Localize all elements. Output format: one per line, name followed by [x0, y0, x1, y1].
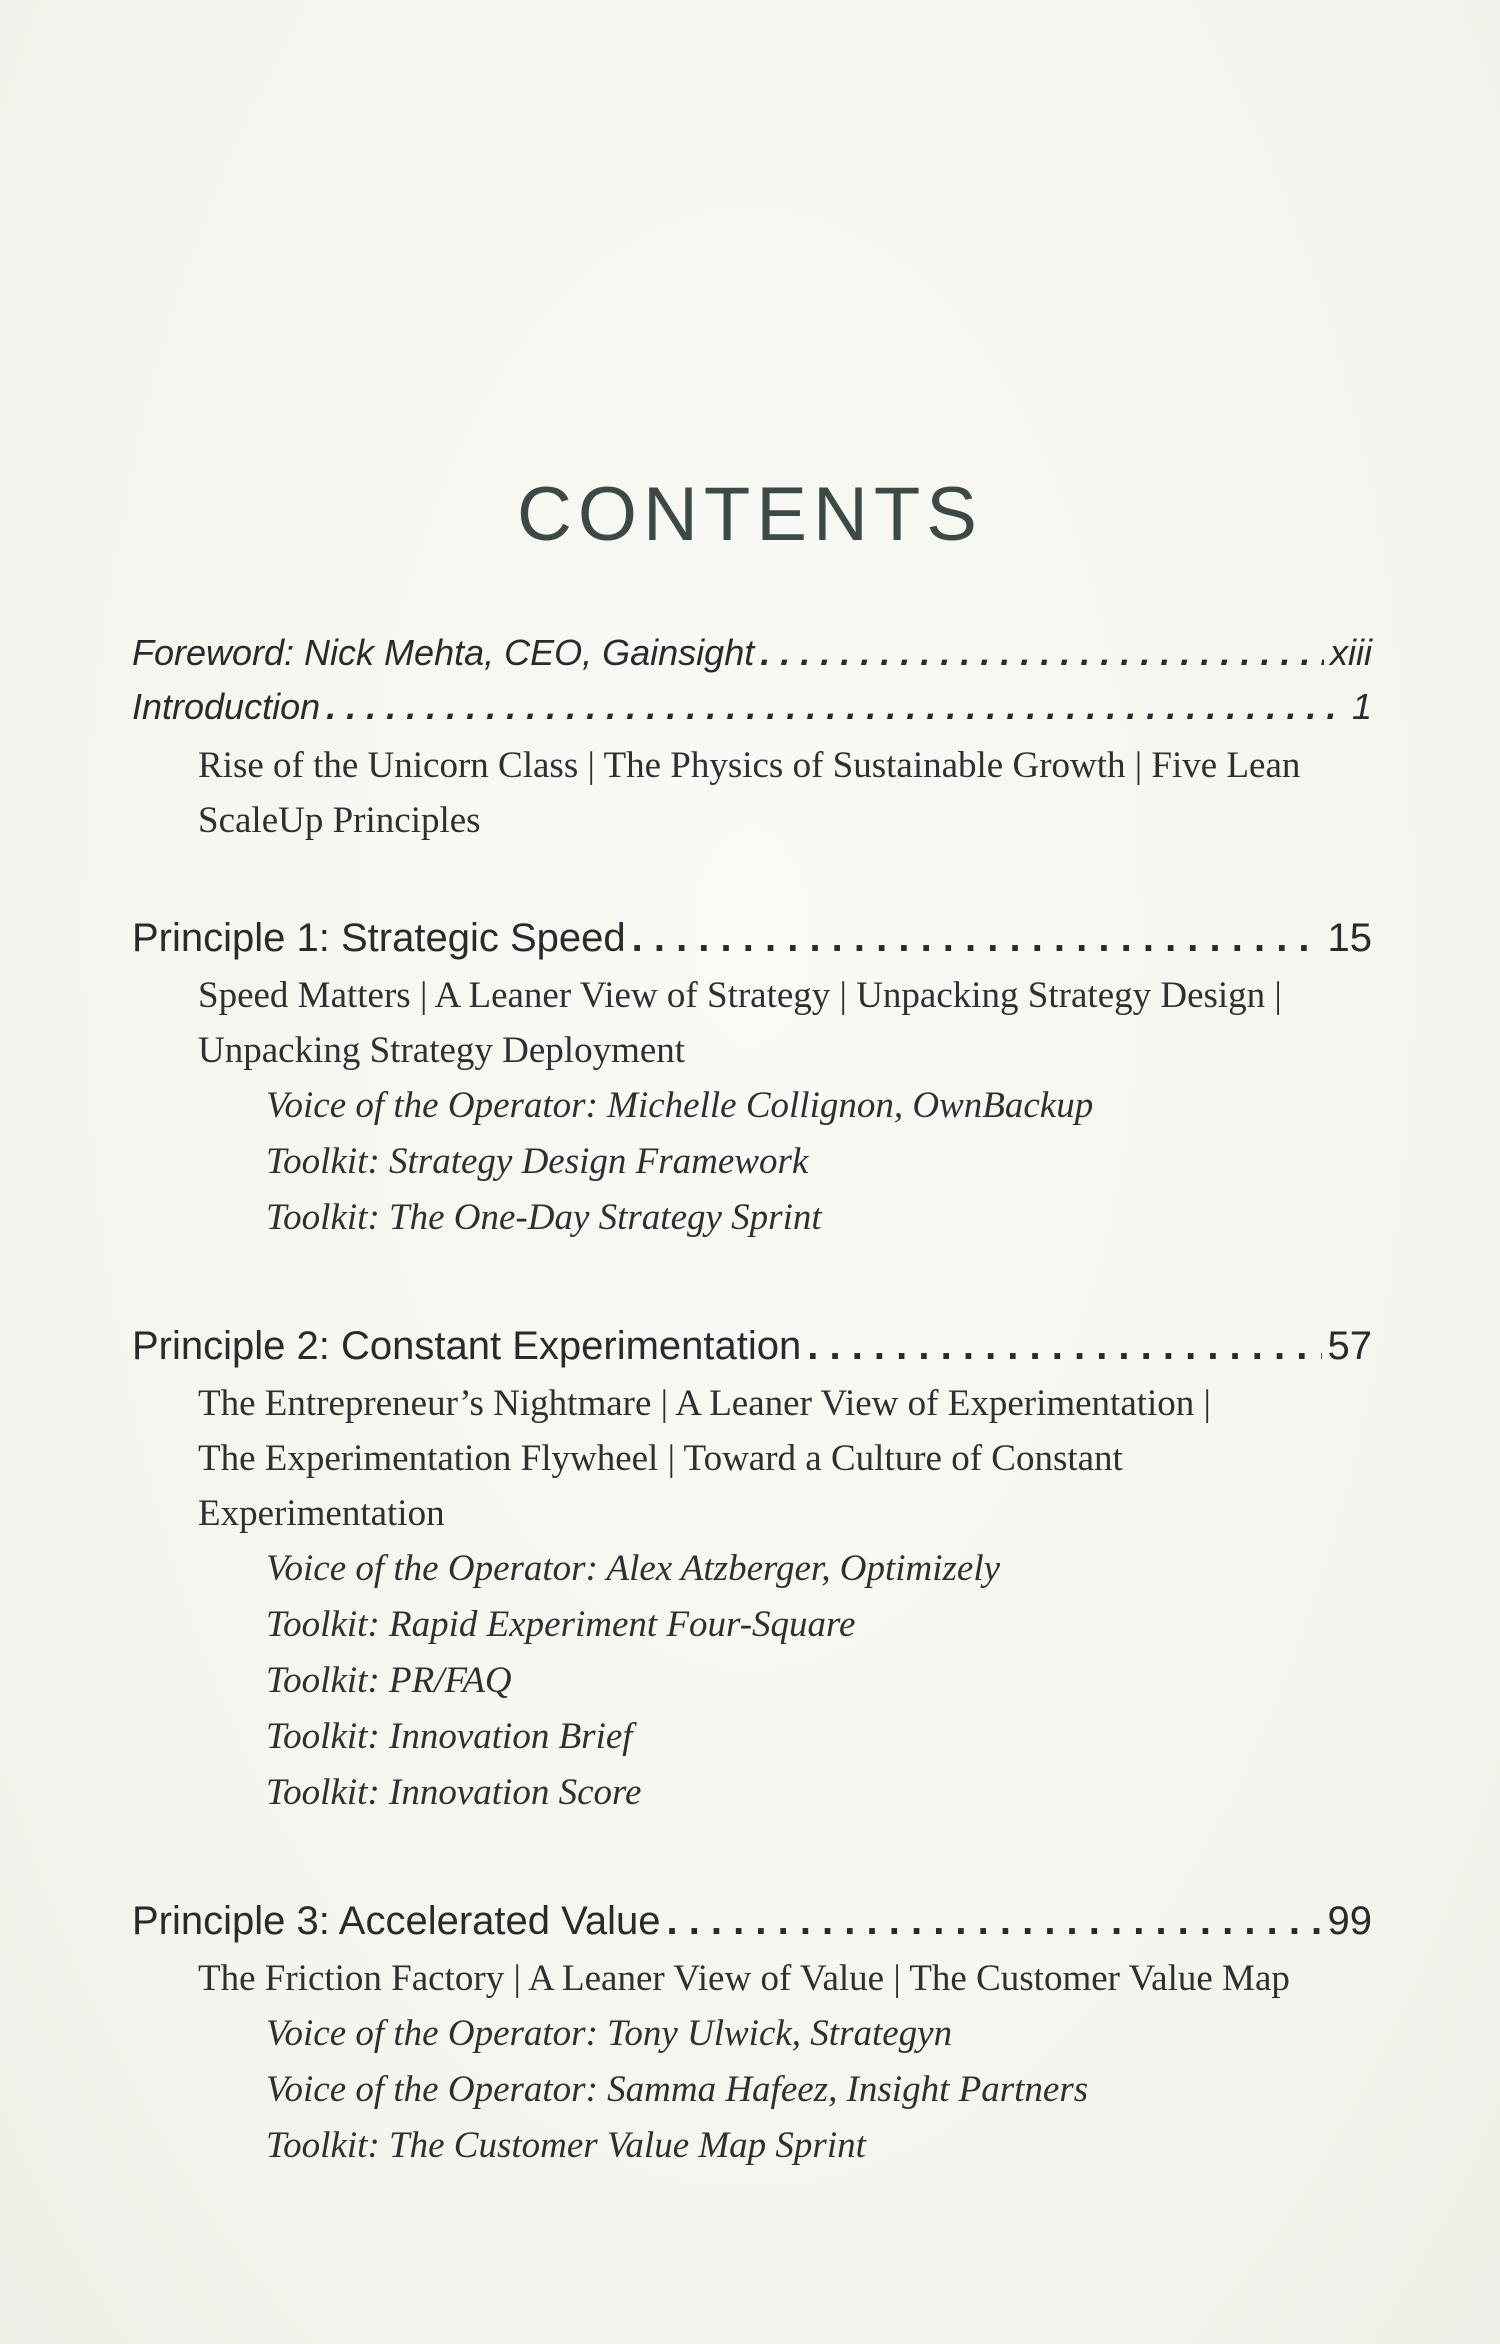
toc-subentry: Toolkit: The One-Day Strategy Sprint — [266, 1197, 822, 1238]
spacer — [132, 1246, 1372, 1316]
toc-description-line: Speed Matters | A Leaner View of Strategy | Unpacking Strategy Design | — [198, 975, 1282, 1016]
toc-description — [132, 1376, 1372, 1541]
toc-description — [132, 1951, 1372, 2006]
toc-entry-label: Principle 2: Constant Experimentation — [132, 1324, 802, 1368]
toc-subentry: Toolkit: Innovation Brief — [266, 1716, 633, 1757]
toc-entry-principle-1 — [132, 908, 1372, 968]
spacer — [132, 1821, 1372, 1891]
dot-leader — [666, 1891, 1321, 1951]
toc-entry-principle-3 — [132, 1891, 1372, 1951]
toc-entry-introduction — [132, 680, 1372, 734]
toc-description-line: ScaleUp Principles — [198, 800, 481, 841]
toc-entry-label: Introduction — [132, 686, 321, 727]
dot-leader — [760, 626, 1324, 680]
toc-entry-label: Foreword: Nick Mehta, CEO, Gainsight — [132, 632, 755, 673]
toc-description-line: The Entrepreneur’s Nightmare | A Leaner View of Experimentation | — [198, 1383, 1211, 1424]
toc-entry-principle-2 — [132, 1316, 1372, 1376]
toc-entry-foreword — [132, 626, 1372, 680]
toc-subentry: Voice of the Operator: Michelle Collignon, OwnBackup — [266, 1085, 1094, 1126]
toc-page-number: 15 — [1327, 916, 1372, 960]
toc-description — [132, 738, 1372, 848]
toc-page-number: xiii — [1330, 632, 1372, 673]
toc-subentry: Toolkit: Rapid Experiment Four-Square — [266, 1604, 856, 1645]
spacer — [132, 848, 1372, 908]
toc-description-line: The Experimentation Flywheel | Toward a Culture of Constant — [198, 1438, 1123, 1479]
toc-entry-label: Principle 3: Accelerated Value — [132, 1899, 661, 1943]
toc-page-number: 1 — [1351, 686, 1372, 727]
toc-description-line: Unpacking Strategy Deployment — [198, 1030, 686, 1071]
toc-subentry: Toolkit: The Customer Value Map Sprint — [266, 2125, 866, 2166]
toc-subentry: Toolkit: Innovation Score — [266, 1772, 642, 1813]
page-title: CONTENTS — [517, 471, 983, 557]
dot-leader — [807, 1316, 1321, 1376]
toc-description-line: Experimentation — [198, 1493, 445, 1534]
toc-subentry: Voice of the Operator: Tony Ulwick, Strategyn — [266, 2013, 953, 2054]
dot-leader — [632, 908, 1322, 968]
toc-subentry: Toolkit: PR/FAQ — [266, 1660, 512, 1701]
toc-subentry: Voice of the Operator: Samma Hafeez, Insight Partners — [266, 2069, 1089, 2110]
toc-subentry: Voice of the Operator: Alex Atzberger, Optimizely — [266, 1548, 1001, 1589]
toc-description — [132, 968, 1372, 1078]
toc-description-line: The Friction Factory | A Leaner View of Value | The Customer Value Map — [198, 1958, 1290, 1999]
dot-leader — [326, 680, 1346, 734]
toc-page-number: 57 — [1327, 1324, 1372, 1368]
toc-entry-label: Principle 1: Strategic Speed — [132, 916, 626, 960]
toc-page-number: 99 — [1327, 1899, 1372, 1943]
table-of-contents — [132, 626, 1372, 2174]
toc-description-line: Rise of the Unicorn Class | The Physics of Sustainable Growth | Five Lean — [198, 745, 1301, 786]
toc-subentry: Toolkit: Strategy Design Framework — [266, 1141, 809, 1182]
